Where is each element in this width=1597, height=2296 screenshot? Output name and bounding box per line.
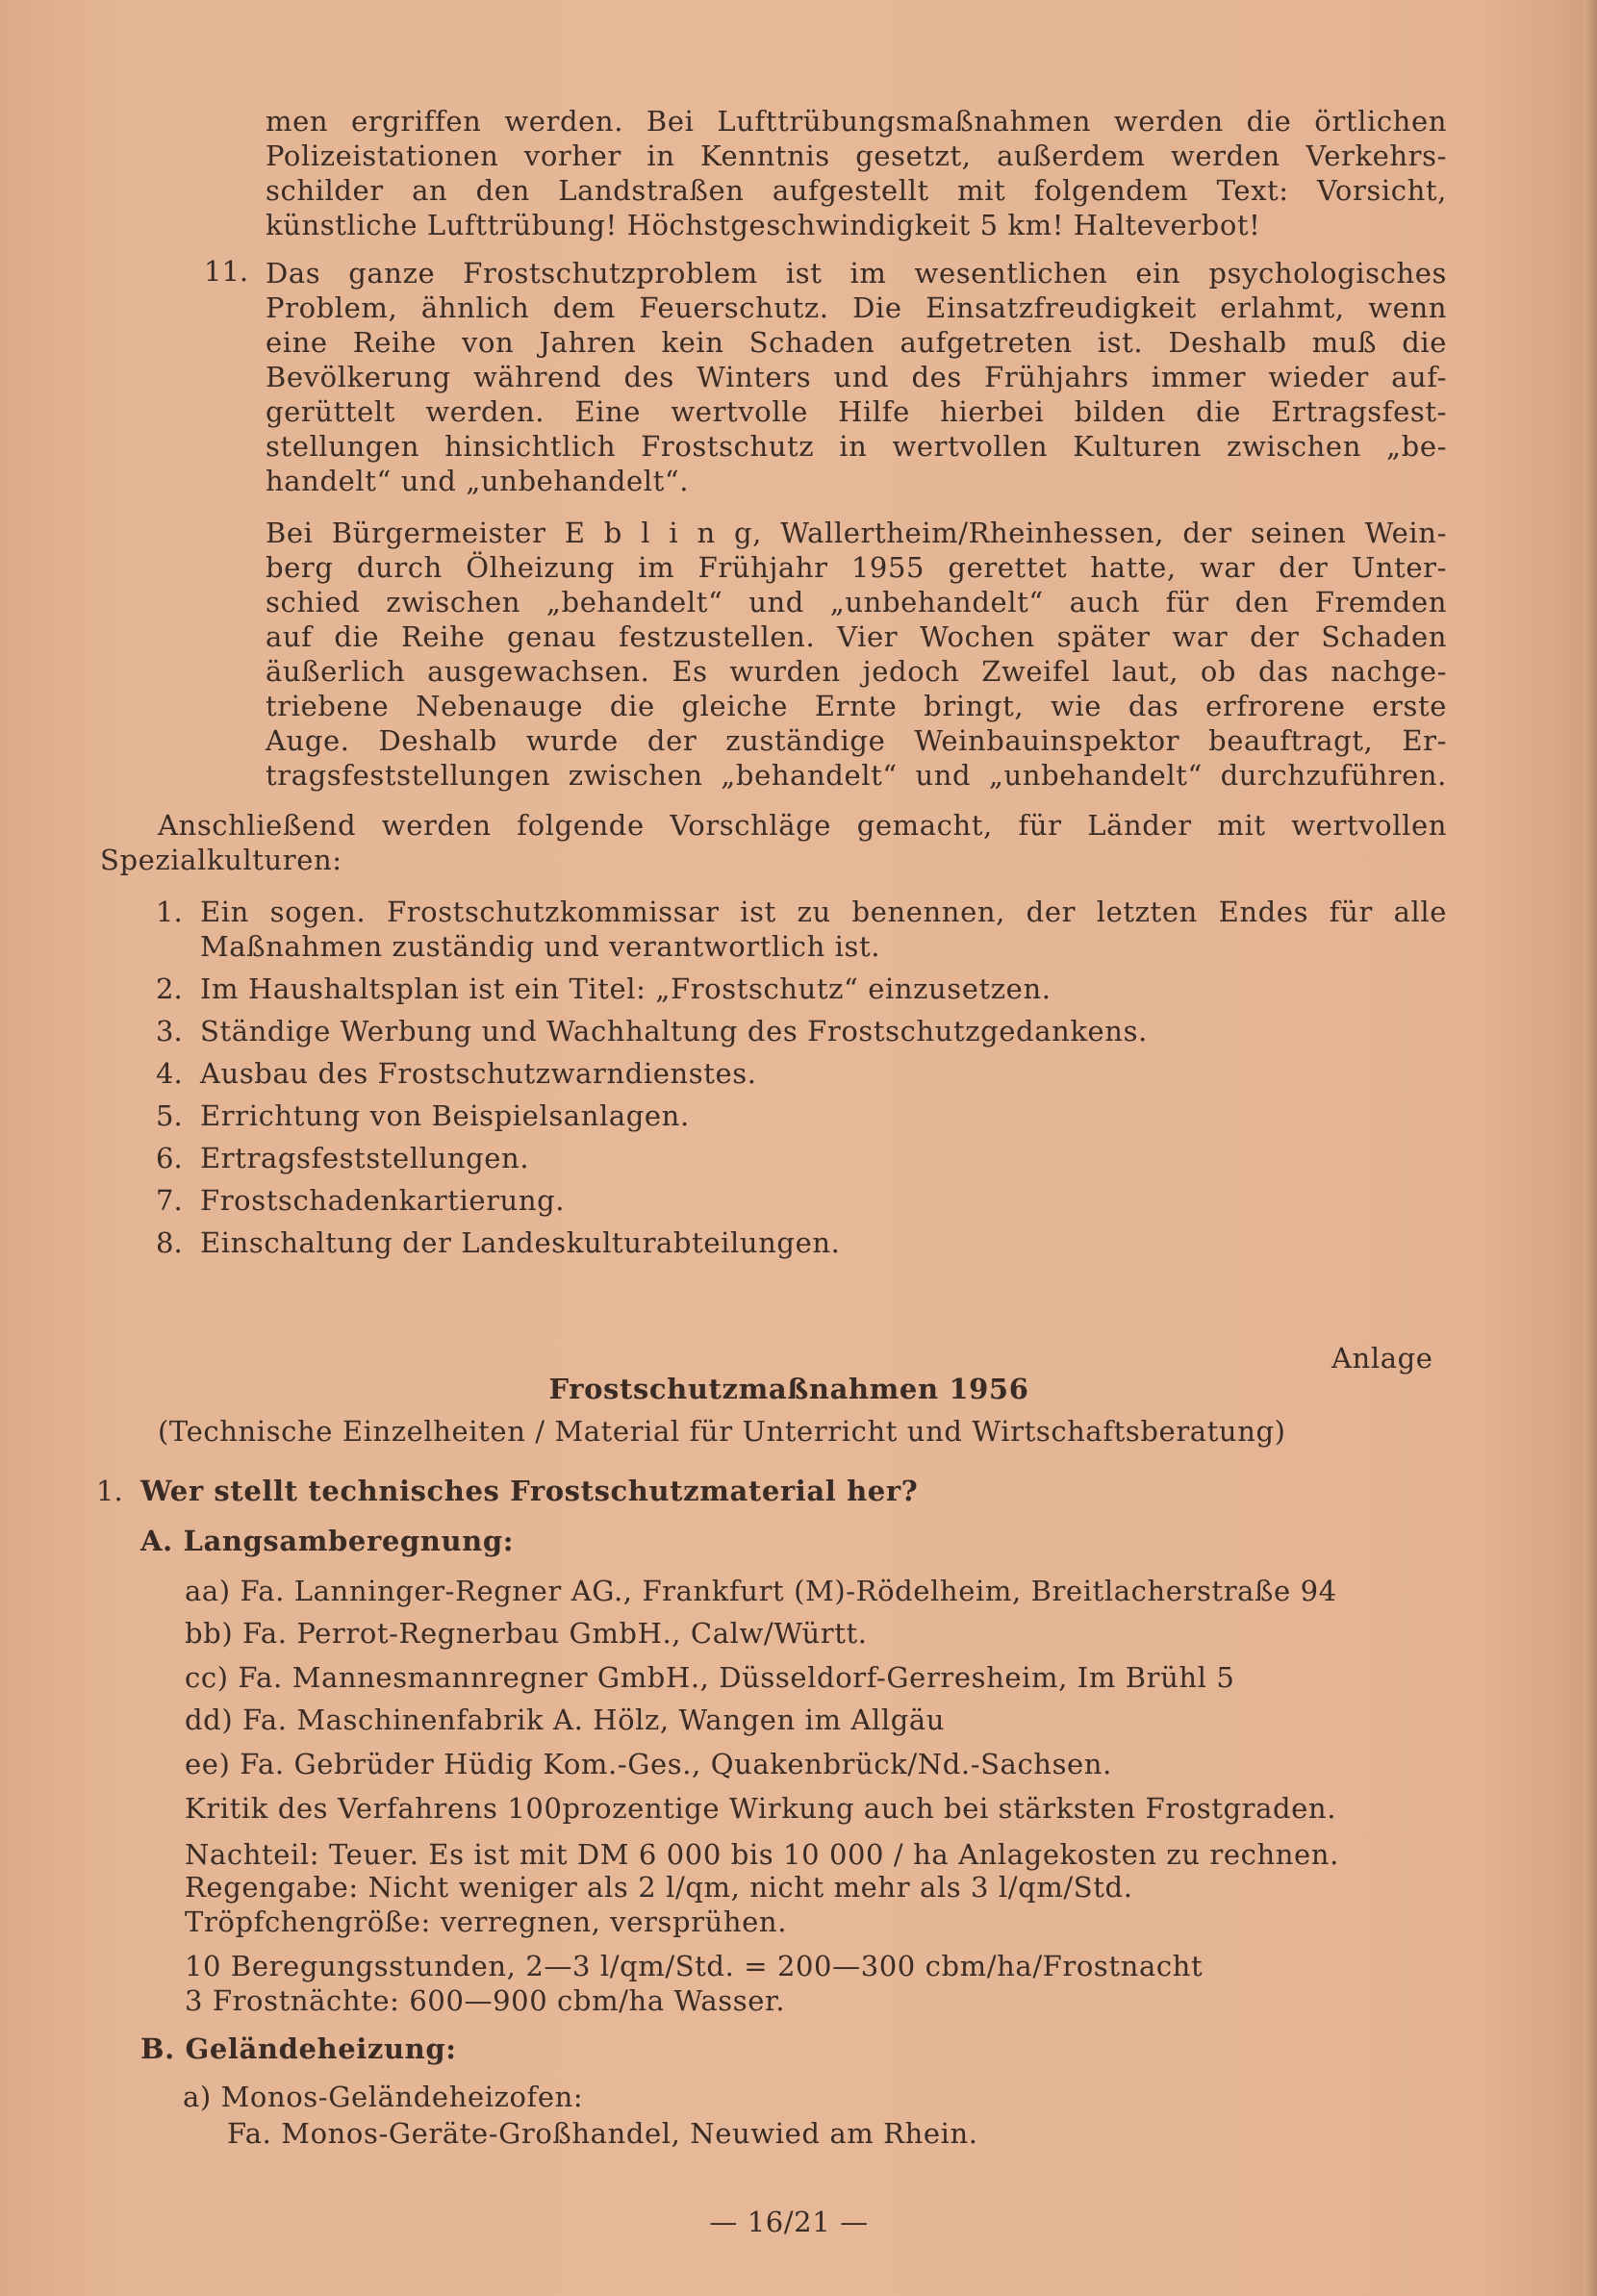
page-edge (1584, 0, 1597, 2296)
text-line: Bei Bürgermeister E b l i n g, Wallertheim/Rheinhessen, der seinen Wein- (266, 517, 1447, 549)
note-line: Tröpfchengröße: verregnen, versprühen. (185, 1905, 788, 1938)
note-line: Kritik des Verfahrens 100prozentige Wirkung auch bei stärksten Frostgraden. (185, 1792, 1337, 1825)
note-line: Nachteil: Teuer. Es ist mit DM 6 000 bis 10 000 / ha Anlagekosten zu rechnen. (185, 1838, 1339, 1871)
list-item: Ein sogen. Frostschutzkommissar ist zu benennen, der letzten Endes für alle (200, 896, 1447, 928)
list-item: Ertragsfeststellungen. (200, 1142, 530, 1174)
list-number: 7. (156, 1184, 183, 1217)
text-line: auf die Reihe genau festzustellen. Vier Wochen später war der Schaden (266, 620, 1447, 653)
list-number: 4. (156, 1057, 183, 1090)
text-line: triebene Nebenauge die gleiche Ernte bringt, wie das erfrorene erste (266, 690, 1447, 722)
list-number: 6. (156, 1142, 183, 1174)
supplier-line: aa) Fa. Lanninger-Regner AG., Frankfurt (M)-Rödelheim, Breitlacherstraße 94 (185, 1575, 1337, 1607)
page-number: — 16/21 — (709, 2206, 869, 2238)
list-item-continuation: Maßnahmen zuständig und verantwortlich ist. (200, 930, 881, 963)
sub-item: a) Monos-Geländeheizofen: (183, 2081, 584, 2113)
supplier-line: cc) Fa. Mannesmannregner GmbH., Düsseldorf-Gerresheim, Im Brühl 5 (185, 1661, 1235, 1694)
text-line: berg durch Ölheizung im Frühjahr 1955 gerettet hatte, war der Unter- (266, 551, 1447, 584)
item-number: 11. (204, 255, 249, 288)
list-item: Ausbau des Frostschutzwarndienstes. (200, 1057, 757, 1090)
text-line: künstliche Lufttrübung! Höchstgeschwindigkeit 5 km! Halteverbot! (266, 209, 1261, 241)
section-heading: B. Geländeheizung: (140, 2032, 457, 2065)
anlage-title: Frostschutzmaßnahmen 1956 (548, 1373, 1029, 1405)
text-line: eine Reihe von Jahren kein Schaden aufgetreten ist. Deshalb muß die (266, 326, 1447, 359)
text-line: handelt“ und „unbehandelt“. (266, 465, 690, 497)
note-line: 10 Beregungsstunden, 2—3 l/qm/Std. = 200—300 cbm/ha/Frostnacht (185, 1950, 1204, 1982)
text-line: tragsfeststellungen zwischen „behandelt“ und „unbehandelt“ durchzuführen. (266, 759, 1447, 792)
supplier-line: bb) Fa. Perrot-Regnerbau GmbH., Calw/Württ. (185, 1617, 868, 1650)
anlage-label: Anlage (1331, 1342, 1433, 1375)
note-line: 3 Frostnächte: 600—900 cbm/ha Wasser. (185, 1984, 786, 2017)
text-line: Das ganze Frostschutzproblem ist im wesentlichen ein psychologisches (266, 257, 1447, 290)
anlage-subtitle: (Technische Einzelheiten / Material für Unterricht und Wirtschaftsberatung) (158, 1415, 1286, 1448)
list-number: 3. (156, 1015, 183, 1047)
question-heading: Wer stellt technisches Frostschutzmaterial her? (140, 1475, 919, 1507)
list-item: Im Haushaltsplan ist ein Titel: „Frostschutz“ einzusetzen. (200, 972, 1052, 1005)
list-item: Einschaltung der Landeskulturabteilungen. (200, 1226, 841, 1259)
list-item: Ständige Werbung und Wachhaltung des Frostschutzgedankens. (200, 1015, 1148, 1047)
list-number: 5. (156, 1099, 183, 1132)
list-number: 2. (156, 972, 183, 1005)
question-number: 1. (96, 1475, 123, 1507)
list-number: 1. (156, 896, 183, 928)
text-line: Problem, ähnlich dem Feuerschutz. Die Einsatzfreudigkeit erlahmt, wenn (266, 291, 1447, 324)
text-line: stellungen hinsichtlich Frostschutz in wertvollen Kulturen zwischen „be- (266, 430, 1447, 463)
text-line: Auge. Deshalb wurde der zuständige Weinbauinspektor beauftragt, Er- (266, 724, 1447, 757)
section-heading: A. Langsamberegnung: (140, 1525, 515, 1557)
text-line: Spezialkulturen: (100, 844, 342, 876)
text-line: gerüttelt werden. Eine wertvolle Hilfe hierbei bilden die Ertragsfest- (266, 395, 1447, 428)
text-line: schied zwischen „behandelt“ und „unbehandelt“ auch für den Fremden (266, 586, 1447, 618)
text-line: Anschließend werden folgende Vorschläge gemacht, für Länder mit wertvollen (158, 809, 1447, 842)
list-item: Errichtung von Beispielsanlagen. (200, 1099, 690, 1132)
supplier-line: Fa. Monos-Geräte-Großhandel, Neuwied am Rhein. (227, 2117, 978, 2150)
text-line: Bevölkerung während des Winters und des Frühjahrs immer wieder auf- (266, 361, 1447, 393)
list-number: 8. (156, 1226, 183, 1259)
note-line: Regengabe: Nicht weniger als 2 l/qm, nicht mehr als 3 l/qm/Std. (185, 1871, 1133, 1904)
text-line: Polizeistationen vorher in Kenntnis gesetzt, außerdem werden Verkehrs- (266, 139, 1447, 172)
supplier-line: dd) Fa. Maschinenfabrik A. Hölz, Wangen im Allgäu (185, 1703, 946, 1736)
supplier-line: ee) Fa. Gebrüder Hüdig Kom.-Ges., Quakenbrück/Nd.-Sachsen. (185, 1748, 1112, 1780)
text-line: men ergriffen werden. Bei Lufttrübungsmaßnahmen werden die örtlichen (266, 105, 1447, 138)
text-line: äußerlich ausgewachsen. Es wurden jedoch Zweifel laut, ob das nachge- (266, 655, 1447, 688)
list-item: Frostschadenkartierung. (200, 1184, 566, 1217)
text-line: schilder an den Landstraßen aufgestellt mit folgendem Text: Vorsicht, (266, 174, 1447, 207)
